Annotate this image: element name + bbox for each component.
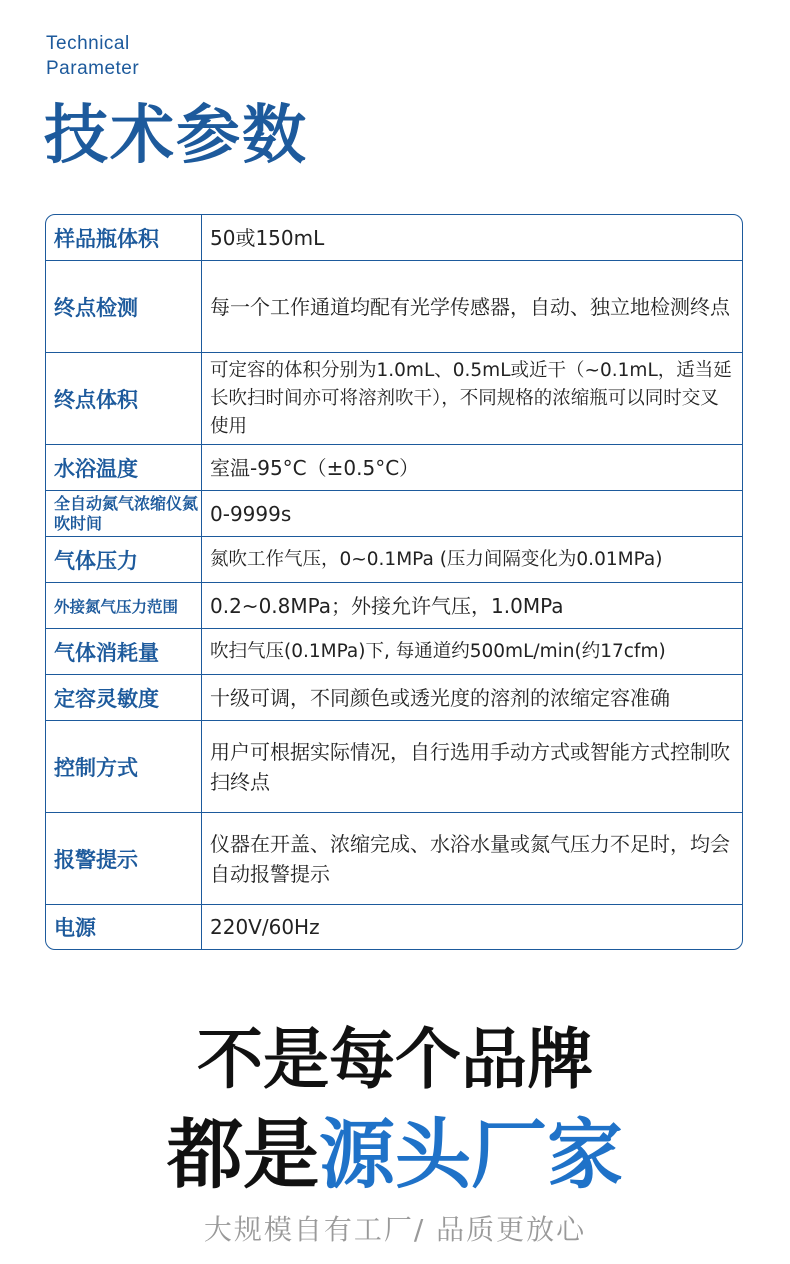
spec-row xyxy=(46,537,742,583)
spec-value: 十级可调，不同颜色或透光度的溶剂的浓缩定容准确 xyxy=(210,685,670,710)
spec-value: 0-9999s xyxy=(210,501,292,526)
spec-row xyxy=(46,813,742,905)
spec-label: 电源 xyxy=(46,905,202,949)
spec-value: 50或150mL xyxy=(210,225,325,250)
spec-label: 气体消耗量 xyxy=(46,629,202,674)
spec-label: 终点体积 xyxy=(46,353,202,444)
spec-row xyxy=(46,905,742,949)
spec-label: 样品瓶体积 xyxy=(46,215,202,260)
spec-label: 水浴温度 xyxy=(46,445,202,490)
spec-label: 外接氮气压力范围 xyxy=(46,583,202,628)
spec-row xyxy=(46,629,742,675)
slogan-line2-accent: 源头厂家 xyxy=(319,1110,623,1199)
spec-value: 每一个工作通道均配有光学传感器，自动、独立地检测终点 xyxy=(210,294,730,319)
slogan-line1: 不是每个品牌 xyxy=(197,1021,593,1098)
spec-label: 控制方式 xyxy=(46,721,202,812)
spec-value: 0.2~0.8MPa；外接允许气压，1.0MPa xyxy=(210,593,564,618)
spec-row xyxy=(46,675,742,721)
spec-row xyxy=(46,583,742,629)
spec-value: 吹扫气压(0.1MPa)下, 每通道约500mL/min(约17cfm) xyxy=(210,640,666,662)
spec-row xyxy=(46,445,742,491)
spec-table xyxy=(45,214,743,950)
spec-row xyxy=(46,353,742,445)
sub-slogan: 大规模自有工厂/ 品质更放心 xyxy=(203,1213,587,1246)
english-title-line1: Technical xyxy=(46,33,130,54)
spec-row xyxy=(46,215,742,261)
slogan-line2-black: 都是 xyxy=(167,1110,319,1199)
spec-value: 氮吹工作气压，0~0.1MPa (压力间隔变化为0.01MPa) xyxy=(210,548,663,570)
spec-label: 终点检测 xyxy=(46,261,202,352)
spec-label: 报警提示 xyxy=(46,813,202,904)
english-title xyxy=(46,31,139,81)
spec-value: 可定容的体积分别为1.0mL、0.5mL或近干（~0.1mL，适当延长吹扫时间亦可将溶剂吹干），不同规格的浓缩瓶可以同时交叉使用 xyxy=(210,359,732,437)
spec-row xyxy=(46,261,742,353)
spec-label: 气体压力 xyxy=(46,537,202,582)
spec-value: 用户可根据实际情况，自行选用手动方式或智能方式控制吹扫终点 xyxy=(210,739,730,794)
spec-value: 220V/60Hz xyxy=(210,915,320,939)
english-title-line2: Parameter xyxy=(46,58,140,79)
spec-value: 仪器在开盖、浓缩完成、水浴水量或氮气压力不足时，均会自动报警提示 xyxy=(210,831,730,886)
spec-row xyxy=(46,721,742,813)
slogan-line2 xyxy=(0,1110,790,1200)
spec-label: 全自动氮气浓缩仪氮吹时间 xyxy=(46,491,202,536)
spec-label: 定容灵敏度 xyxy=(46,675,202,720)
spec-value: 室温-95°C（±0.5°C） xyxy=(210,455,420,480)
spec-row xyxy=(46,491,742,537)
page-title: 技术参数 xyxy=(44,99,308,173)
